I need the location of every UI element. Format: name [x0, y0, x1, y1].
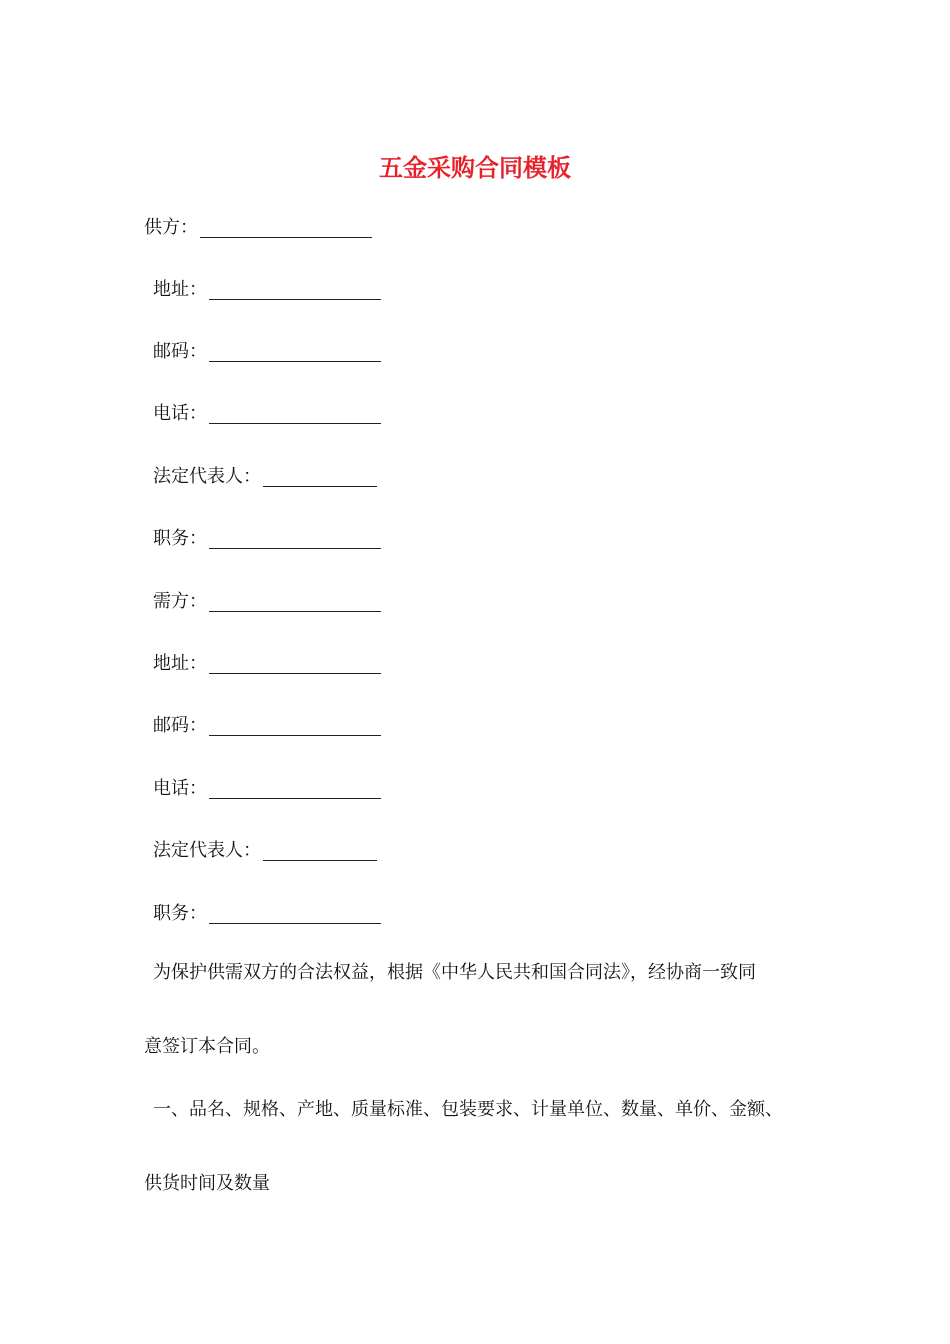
- field-label: 职务：: [153, 903, 207, 924]
- supplier-legal-rep-field: [153, 459, 377, 489]
- supplier-position-blank-line[interactable]: [209, 528, 381, 549]
- supplier-phone-blank-line[interactable]: [209, 403, 381, 424]
- buyer-postcode-field: [153, 708, 381, 738]
- field-label: 地址：: [153, 653, 207, 674]
- buyer-phone-blank-line[interactable]: [209, 778, 381, 799]
- field-label: 职务：: [153, 528, 207, 549]
- supplier-blank-line[interactable]: [200, 217, 372, 238]
- field-label: 邮码：: [153, 341, 207, 362]
- buyer-field: [153, 584, 381, 614]
- field-label: 供方：: [144, 217, 198, 238]
- supplier-address-field: [153, 272, 381, 302]
- supplier-address-blank-line[interactable]: [209, 279, 381, 300]
- supplier-postcode-field: [153, 334, 381, 364]
- buyer-address-blank-line[interactable]: [209, 653, 381, 674]
- intro-paragraph-line2: 意签订本合同。: [144, 1036, 270, 1057]
- field-label: 法定代表人：: [153, 840, 261, 861]
- buyer-blank-line[interactable]: [209, 591, 381, 612]
- buyer-position-field: [153, 896, 381, 926]
- field-label: 电话：: [153, 403, 207, 424]
- buyer-postcode-blank-line[interactable]: [209, 715, 381, 736]
- section1-heading-line1: 一、品名、规格、产地、质量标准、包装要求、计量单位、数量、单价、金额、: [153, 1099, 783, 1120]
- supplier-postcode-blank-line[interactable]: [209, 341, 381, 362]
- field-label: 邮码：: [153, 715, 207, 736]
- intro-paragraph-line1: 为保护供需双方的合法权益，根据《中华人民共和国合同法》，经协商一致同: [153, 962, 756, 983]
- supplier-legal-rep-blank-line[interactable]: [263, 466, 377, 487]
- field-label: 法定代表人：: [153, 466, 261, 487]
- document-title: 五金采购合同模板: [379, 153, 571, 182]
- buyer-phone-field: [153, 771, 381, 801]
- buyer-address-field: [153, 646, 381, 676]
- section1-heading-line2: 供货时间及数量: [144, 1173, 270, 1194]
- field-label: 需方：: [153, 591, 207, 612]
- supplier-field: [144, 210, 372, 240]
- buyer-legal-rep-blank-line[interactable]: [263, 840, 377, 861]
- field-label: 电话：: [153, 778, 207, 799]
- field-label: 地址：: [153, 279, 207, 300]
- supplier-position-field: [153, 521, 381, 551]
- supplier-phone-field: [153, 396, 381, 426]
- buyer-position-blank-line[interactable]: [209, 903, 381, 924]
- buyer-legal-rep-field: [153, 833, 377, 863]
